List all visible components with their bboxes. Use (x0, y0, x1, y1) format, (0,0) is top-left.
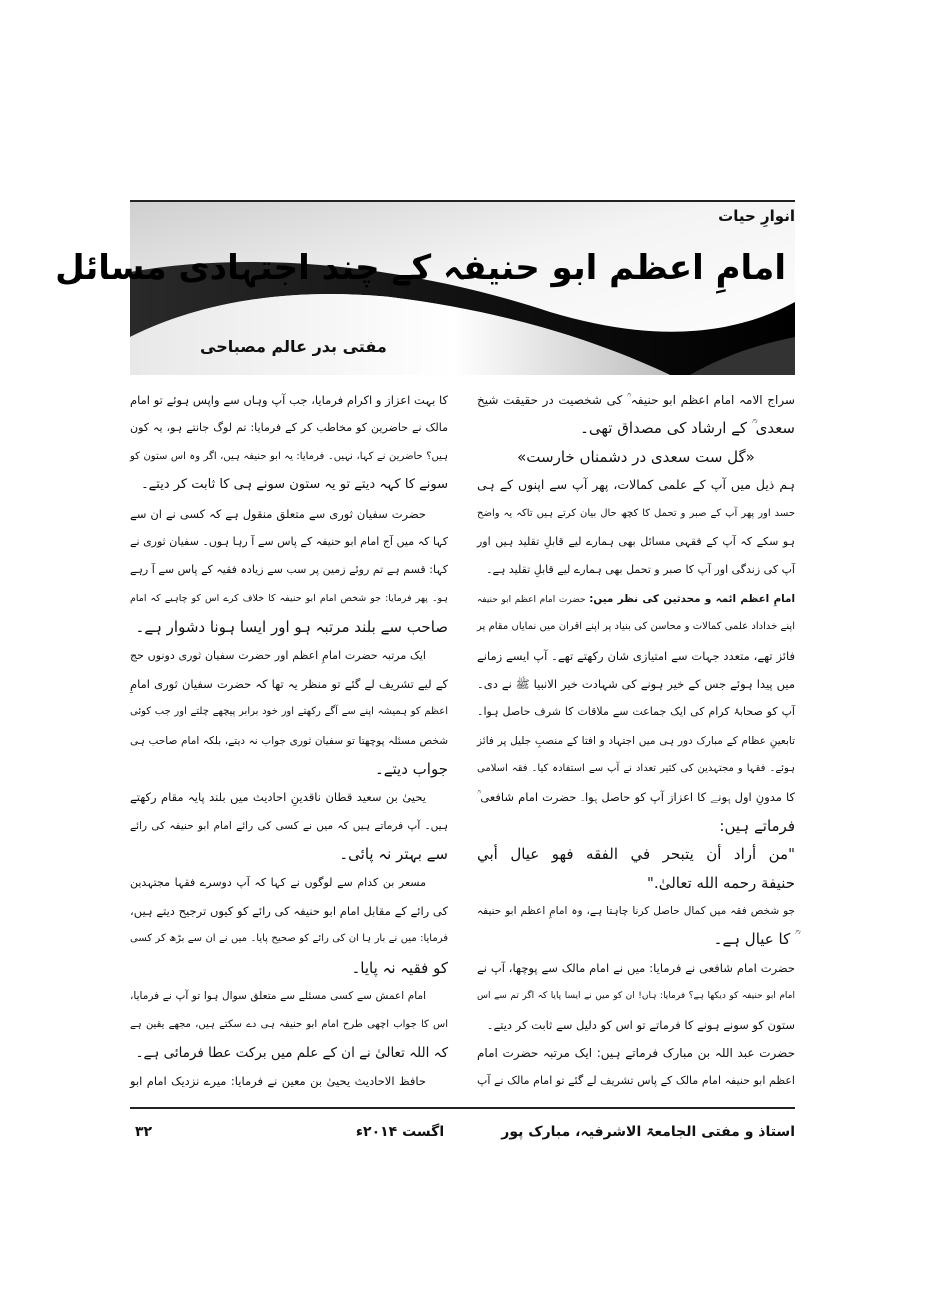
line-text: ہو۔ پھر فرمایا: جو شخص امام ابو حنیفہ کا خلاف کرے اس کو چاہیے کہ امام (130, 592, 448, 604)
line-text: ہم ذیل میں آپ کے علمی کمالات، پھر آپ سے اپنوں کے ہی (477, 477, 795, 493)
text-line (477, 1011, 795, 1039)
line-text: صاحب سے بلند مرتبہ ہو اور ایسا ہونا دشوار ہے۔ (135, 618, 448, 637)
text-line (130, 471, 448, 499)
text-line (130, 500, 448, 528)
text-line (477, 727, 795, 755)
text-line (477, 500, 795, 528)
line-text: میں پیدا ہوئے جس کے خیر ہونے کی شہادت خیر الانبیا ﷺ نے دی۔ (477, 676, 795, 691)
line-text: امام ابو حنیفہ کو دیکھا ہے؟ فرمایا: ہاں! ان کو میں نے ایسا پایا کہ اگر تم سے اس (477, 991, 795, 1002)
line-text: کا مدونِ اول ہونے کا اعزاز آپ کو حاصل ہوا۔ حضرت امام شافعی ؒ (477, 790, 795, 805)
line-text: فرمایا: میں نے بار ہا ان کی رائے کو صحیح پایا۔ میں نے ان سے بڑھ کر کسی (130, 933, 448, 945)
text-line (477, 869, 795, 897)
text-line (477, 897, 795, 925)
line-text: شخص مسئلہ پوچھتا تو سفیان ثوری جواب نہ دیتے، بلکہ امام صاحب ہی (130, 734, 448, 747)
text-line (130, 897, 448, 925)
text-line (130, 925, 448, 953)
line-text: ہوئے۔ فقہا و مجتہدین کی کثیر تعداد نے آپ سے استفادہ کیا۔ فقہ اسلامی (477, 763, 795, 775)
line-text: آپ کو صحابۂ کرام کی ایک جماعت سے ملاقات کا شرف حاصل ہوا۔ (477, 705, 795, 719)
line-text: حسد اور پھر آپ کے صبر و تحمل کا کچھ حال بیان کرتے ہیں تاکہ یہ واضح (477, 507, 795, 519)
text-line (477, 670, 795, 698)
text-line (477, 698, 795, 726)
line-text: آپ کی زندگی اور آپ کا صبر و تحمل بھی ہمارے لیے قابلِ تقلید ہے۔ (486, 563, 795, 577)
line-text: حضرت سفیان ثوری سے متعلق منقول ہے کہ کسی نے ان سے (130, 506, 426, 521)
text-line (477, 982, 795, 1010)
text-line (130, 1067, 448, 1095)
column-right (477, 386, 795, 1096)
text-line (130, 783, 448, 811)
line-text: اس کا جواب اچھی طرح امام ابو حنیفہ ہی دے سکتے ہیں، مجھے یقین ہے (130, 1018, 448, 1030)
text-line (477, 585, 795, 613)
line-text: ہیں۔ آپ فرماتے ہیں کہ میں نے کسی کی رائے امام ابو حنیفہ کی رائے (130, 819, 448, 832)
text-line (477, 386, 795, 414)
text-line (477, 443, 795, 471)
line-text: کو فقیہ نہ پایا۔ (351, 958, 448, 977)
text-line (130, 869, 448, 897)
text-line (130, 1039, 448, 1067)
line-text: مسعر بن کدام سے لوگوں نے کہا کہ آپ دوسرے فقہا مجتہدین (130, 875, 426, 889)
text-line (130, 982, 448, 1010)
text-line (130, 528, 448, 556)
text-line (130, 556, 448, 584)
line-text: حنيفة رحمه الله تعالىٰ." (647, 873, 795, 892)
text-line (130, 812, 448, 840)
footer-rule (130, 1107, 795, 1109)
footer-affiliation: استاذ و مفتی الجامعۃ الاشرفیہ، مبارک پور (501, 1124, 795, 1140)
line-text: کہا کہ میں آج امام ابو حنیفہ کے پاس سے آ رہا ہوں۔ سفیان ثوری نے (130, 534, 448, 548)
text-line (477, 1039, 795, 1067)
line-text: جواب دیتے۔ (374, 760, 448, 779)
text-line (130, 386, 448, 414)
text-line (477, 840, 795, 868)
text-line (477, 1067, 795, 1095)
line-text: حضرت عبد اللہ بن مبارک فرماتے ہیں: ایک مرتبہ حضرت امام (477, 1045, 795, 1060)
text-line (130, 698, 448, 726)
line-text: سراج الامہ امام اعظم ابو حنیفہ ؒ کی شخصیت در حقیقت شیخ (477, 393, 795, 407)
text-line (477, 642, 795, 670)
line-text: کی رائے کے مقابل امام ابو حنیفہ کی رائے کو کیوں ترجیح دیتے ہیں، (130, 904, 448, 919)
line-text: ہو سکے کہ آپ کے فقہی مسائل بھی ہمارے لیے قابلِ تقلید ہیں اور (477, 534, 795, 548)
text-line (130, 954, 448, 982)
text-line (477, 812, 795, 840)
subheading: امامِ اعظم ائمہ و محدثین کی نظر میں: (589, 592, 795, 605)
text-line (477, 755, 795, 783)
line-text: حضرت امام اعظم ابو حنیفہ (477, 594, 590, 605)
line-text: اپنے خداداد علمی کمالات و محاسن کی بنیاد پر اپنے اقران میں نمایاں مقام پر (477, 621, 795, 633)
text-line (477, 556, 795, 584)
author-name: مفتی بدر عالم مصباحی (200, 337, 387, 356)
text-line (477, 954, 795, 982)
article-title: امامِ اعظم ابو حنیفہ کے چند اجتہادی مسائل (55, 248, 786, 288)
text-line (130, 840, 448, 868)
section-label: انوارِ حیات (718, 207, 795, 225)
line-text: «گل ست سعدی در دشمناں خارست» (517, 447, 755, 466)
line-text: کہا: قسم ہے تم روئے زمین پر سب سے زیادہ فقیہ کے پاس سے آ رہے (130, 563, 448, 577)
text-line (477, 414, 795, 442)
text-line (477, 783, 795, 811)
line-text: کہ اللہ تعالیٰ نے ان کے علم میں برکت عطا فرمائی ہے۔ (135, 1044, 448, 1061)
line-text: یحییٰ بن سعید قطان ناقدینِ احادیث میں بلند پایہ مقام رکھتے (130, 790, 426, 805)
line-text: ایک مرتبہ حضرت امامِ اعظم اور حضرت سفیان ثوری دونوں حج (130, 648, 426, 662)
text-line (130, 1011, 448, 1039)
line-text: مالک نے حاضرین کو مخاطب کر کے فرمایا: تم لوگ جانتے ہو، یہ کون (130, 421, 448, 435)
line-text: فرماتے ہیں: (719, 816, 795, 835)
line-text: ستون کو سونے ہونے کا فرماتے تو اس کو دلیل سے ثابت کر دیتے۔ (486, 1017, 795, 1032)
text-line (130, 755, 448, 783)
line-text: اعظم ابو حنیفہ امام مالک کے پاس تشریف لے گئے تو امام مالک نے آپ (477, 1074, 795, 1088)
line-text: جو شخص فقہ میں کمال حاصل کرنا چاہتا ہے، وہ امامِ اعظم ابو حنیفہ (477, 905, 795, 918)
line-text: سعدی ؒ کے ارشاد کی مصداق تھی۔ (580, 419, 795, 438)
footer-issue-date: اگست ۲۰۱۴ء (355, 1124, 445, 1140)
line-text: حضرت امام شافعی نے فرمایا: میں نے امام مالک سے پوچھا، آپ نے (477, 960, 795, 975)
text-line (130, 443, 448, 471)
line-text: تابعینِ عظام کے مبارک دور ہی میں اجتہاد و افتا کے منصبِ جلیل پر فائز (477, 734, 795, 747)
line-text: ہیں؟ حاضرین نے کہا، نہیں۔ فرمایا: یہ ابو حنیفہ ہیں، اگر وہ اس ستون کو (130, 450, 448, 462)
line-text: کا بہت اعزاز و اکرام فرمایا، جب آپ وہاں سے واپس ہوئے تو امام (130, 393, 448, 407)
line-text: کے لیے تشریف لے گئے تو منظر یہ تھا کہ حضرت سفیان ثوری امامِ (130, 676, 448, 691)
text-line (130, 727, 448, 755)
text-line (130, 585, 448, 613)
line-text: فائز تھے، متعدد جہات سے امتیازی شان رکھتے تھے۔ آپ ایسے زمانے (477, 648, 795, 663)
line-text: حافظ الاحادیث یحییٰ بن معین نے فرمایا: میرے نزدیک امام ابو (130, 1074, 426, 1089)
line-text: "من أراد أن يتبحر في الفقه فهو عيال أبي (477, 845, 795, 864)
text-line (477, 528, 795, 556)
text-line (477, 925, 795, 953)
text-line (130, 613, 448, 641)
text-line (477, 613, 795, 641)
line-text: ؒ کا عیال ہے۔ (713, 930, 795, 949)
column-left (130, 386, 448, 1096)
line-text: امام اعمش سے کسی مسئلے سے متعلق سوال ہوا تو آپ نے فرمایا، (130, 990, 426, 1003)
line-text: اعظم کو ہمیشہ اپنے سے آگے رکھتے اور خود برابر پیچھے چلتے اور جب کوئی (130, 706, 448, 718)
text-line (477, 471, 795, 499)
text-line (130, 642, 448, 670)
page-number: ۳۲ (135, 1124, 153, 1140)
line-text: سے بہتر نہ پائی۔ (339, 845, 448, 864)
line-text: سونے کا کہہ دیتے تو یہ ستون سونے ہی کا ثابت کر دیتے۔ (141, 477, 448, 493)
text-line (130, 414, 448, 442)
text-line (130, 670, 448, 698)
